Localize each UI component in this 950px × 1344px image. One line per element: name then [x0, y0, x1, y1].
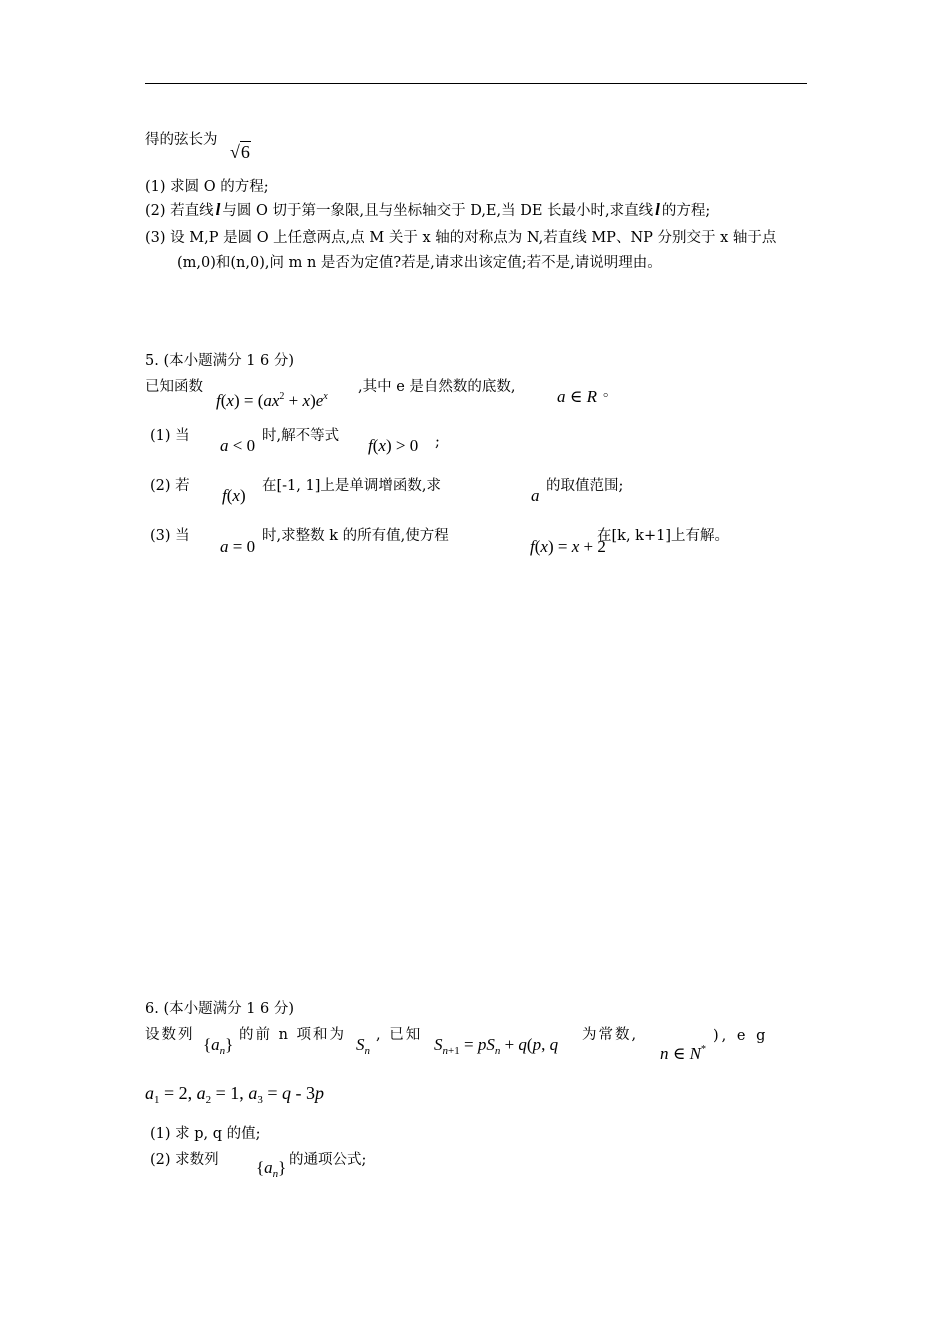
problem-5-part-3-end: 在[k, k+1]上有解。 [597, 528, 729, 544]
problem-6-intro-d: 为常数, [582, 1027, 639, 1043]
sequence-an-formula-2: $\{a_n\}$ [256, 1158, 287, 1180]
problem-6-heading: 6. (本小题满分 1 6 分) [145, 1001, 295, 1017]
a-equals-zero-formula: a = 0 [220, 537, 256, 556]
sn-formula: $S_n$ [356, 1035, 370, 1057]
problem-5-intro-a: 已知函数 [145, 379, 203, 395]
problem-5-intro-b: ,其中 e 是自然数的底数, [358, 379, 516, 395]
question-3-line2: (m,0)和(n,0),问 m n 是否为定值?若是,请求出该定值;若不是,请说明理由。 [177, 255, 662, 271]
problem-5-part-1-num: (1) 当 [150, 428, 190, 444]
question-2: (2) 若直线 l 与圆 O 切于第一象限,且与坐标轴交于 D,E,当 DE 长最小时,求直线 l 的方程; [145, 200, 711, 219]
sequence-an-formula: $\{a_n\}$ [203, 1035, 234, 1057]
a-less-than-zero-formula: a < 0 [220, 436, 256, 455]
problem-5-part-1-end: ; [435, 434, 440, 450]
problem-6-part-2-b: 的通项公式; [289, 1152, 367, 1168]
question-3-line1: (3) 设 M,P 是圆 O 上任意两点,点 M 关于 x 轴的对称点为 N,若直线 MP、NP 分别交于 x 轴于点 [145, 230, 777, 246]
a-variable-formula: a [531, 486, 540, 505]
f-of-x-formula: f(x) [222, 486, 246, 505]
f-greater-than-zero-formula: f(x) > 0 [368, 436, 419, 455]
problem-5-part-3-num: (3) 当 [150, 528, 190, 544]
initial-values-formula: $a_1 = 2$, $a_2 = 1$, $a_3 = q - 3p$ [145, 1083, 324, 1106]
problem-5-part-2-num: (2) 若 [150, 478, 190, 494]
problem-5-part-3-mid: 时,求整数 k 的所有值,使方程 [262, 528, 449, 544]
problem-5-intro-c: 。 [603, 384, 618, 400]
chord-length-text: 得的弦长为 [145, 132, 218, 148]
problem-6-intro-c: , 已知 [376, 1027, 423, 1043]
header-rule [145, 83, 807, 84]
problem-6-intro-a: 设数列 [145, 1027, 195, 1043]
sqrt-six-formula: √6 [230, 142, 250, 162]
a-in-r-formula: a ∈ R [557, 387, 597, 406]
problem-6-intro-e: ), e g [713, 1028, 769, 1044]
problem-6-intro-b: 的前 n 项和为 [239, 1027, 347, 1043]
recurrence-formula: $S_{n+1} = pS_n + q(p$, q [434, 1035, 559, 1057]
problem-5-heading: 5. (本小题满分 1 6 分) [145, 353, 295, 369]
problem-5-part-1-mid: 时,解不等式 [262, 428, 340, 444]
question-1: (1) 求圆 O 的方程; [145, 179, 269, 195]
problem-6-part-1: (1) 求 p, q 的值; [150, 1126, 261, 1142]
function-definition-formula: $f(x) = (ax^2 + x)e^x$ [216, 391, 328, 410]
equation-formula: f(x) = x + 2 [530, 537, 606, 556]
problem-6-part-2-a: (2) 求数列 [150, 1152, 219, 1168]
n-in-n-star-formula: n ∈ N* [660, 1044, 706, 1063]
problem-5-part-2-mid: 在[-1, 1]上是单调增函数,求 [262, 478, 441, 494]
problem-5-part-2-end: 的取值范围; [546, 478, 624, 494]
